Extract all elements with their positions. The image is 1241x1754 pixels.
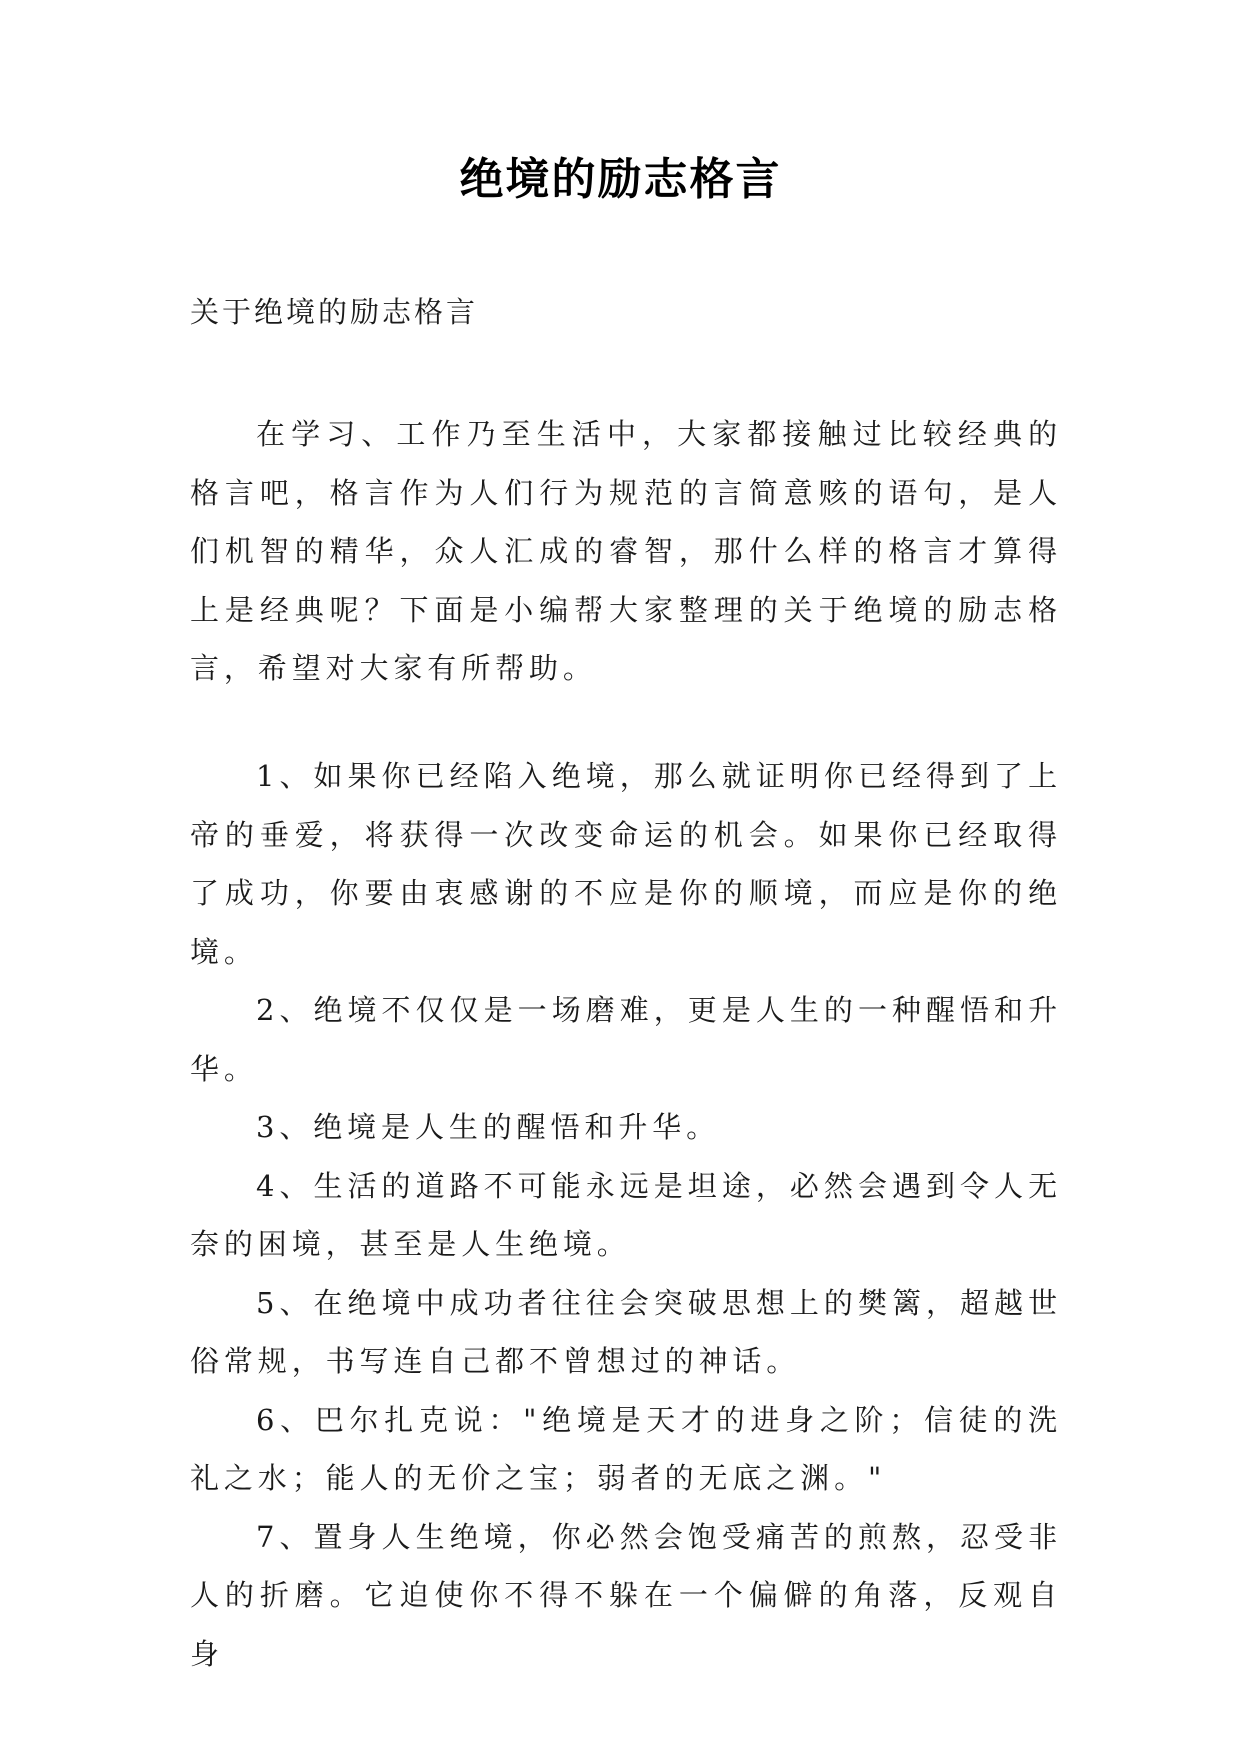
intro-section [190, 405, 1062, 698]
quote-item-1: 1、如果你已经陷入绝境，那么就证明你已经得到了上帝的垂爱，将获得一次改变命运的机会。如果你已经取得了成功，你要由衷感谢的不应是你的顺境，而应是你的绝境。 [190, 759, 1062, 969]
document-subtitle: 关于绝境的励志格言 [190, 295, 479, 329]
quote-item-5: 5、在绝境中成功者往往会突破思想上的樊篱，超越世俗常规，书写连自己都不曾想过的神话。 [190, 1285, 1062, 1378]
document-title: 绝境的励志格言 [459, 154, 782, 205]
quote-item-3: 3、绝境是人生的醒悟和升华。 [256, 1110, 721, 1144]
quote-item-6: 6、巴尔扎克说："绝境是天才的进身之阶；信徒的洗礼之水；能人的无价之宝；弱者的无底之渊。" [190, 1402, 1062, 1495]
quote-item-4: 4、生活的道路不可能永远是坦途，必然会遇到令人无奈的困境，甚至是人生绝境。 [190, 1168, 1062, 1261]
quote-item-2: 2、绝境不仅仅是一场磨难，更是人生的一种醒悟和升华。 [190, 993, 1062, 1086]
quotes-list [190, 747, 1062, 1683]
quote-item-7: 7、置身人生绝境，你必然会饱受痛苦的煎熬，忍受非人的折磨。它迫使你不得不躲在一个偏僻的角落，反观自身 [190, 1519, 1062, 1671]
intro-paragraph: 在学习、工作乃至生活中，大家都接触过比较经典的格言吧，格言作为人们行为规范的言简意赅的语句，是人们机智的精华，众人汇成的睿智，那什么样的格言才算得上是经典呢？下面是小编帮大家整理的关于绝境的励志格言，希望对大家有所帮助。 [190, 417, 1062, 685]
